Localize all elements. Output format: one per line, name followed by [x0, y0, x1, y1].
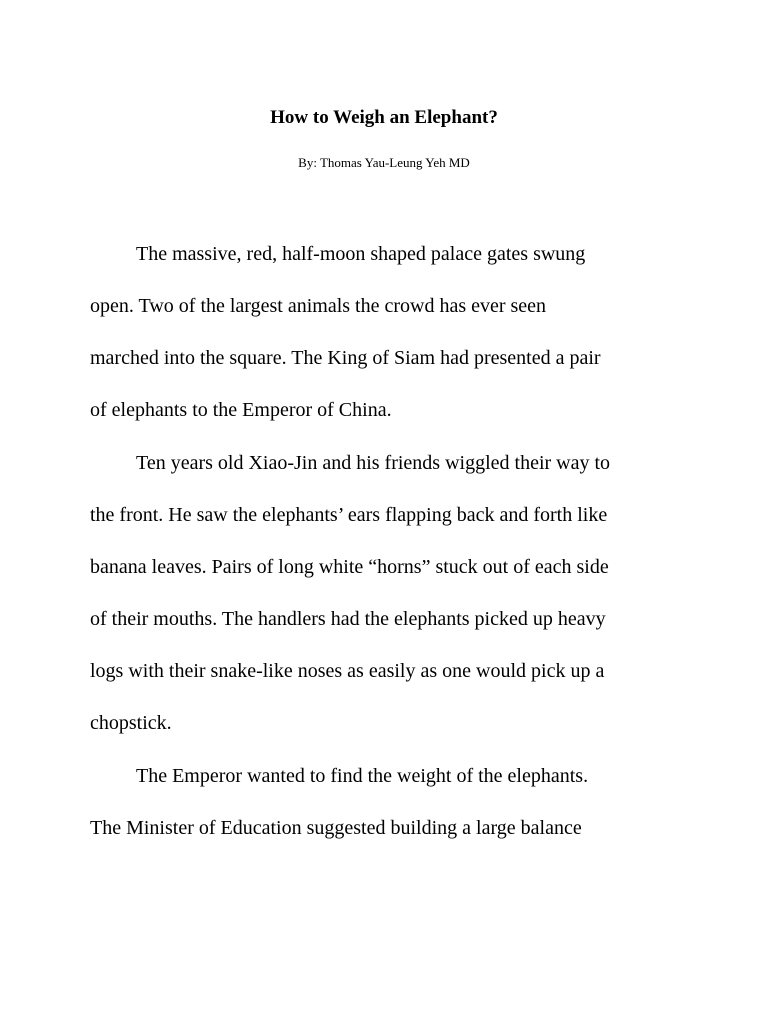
text-line: of elephants to the Emperor of China. — [90, 399, 392, 421]
text-line: The Minister of Education suggested building a large balance — [90, 817, 582, 839]
text-line: chopstick. — [90, 712, 172, 734]
text-line: marched into the square. The King of Siam had presented a pair — [90, 347, 601, 369]
text-line: logs with their snake-like noses as easily as one would pick up a — [90, 660, 605, 682]
text-line: The massive, red, half-moon shaped palace gates swung — [136, 243, 586, 265]
text-line: open. Two of the largest animals the crowd has ever seen — [90, 295, 547, 317]
document-title: How to Weigh an Elephant? — [270, 107, 498, 128]
text-line: Ten years old Xiao-Jin and his friends wiggled their way to — [136, 452, 611, 474]
text-line: of their mouths. The handlers had the elephants picked up heavy — [90, 608, 606, 630]
author-byline: By: Thomas Yau-Leung Yeh MD — [298, 155, 470, 170]
text-line: The Emperor wanted to find the weight of the elephants. — [136, 765, 589, 787]
text-line: banana leaves. Pairs of long white “horns” stuck out of each side — [90, 556, 609, 578]
text-line: the front. He saw the elephants’ ears flapping back and forth like — [90, 504, 608, 526]
